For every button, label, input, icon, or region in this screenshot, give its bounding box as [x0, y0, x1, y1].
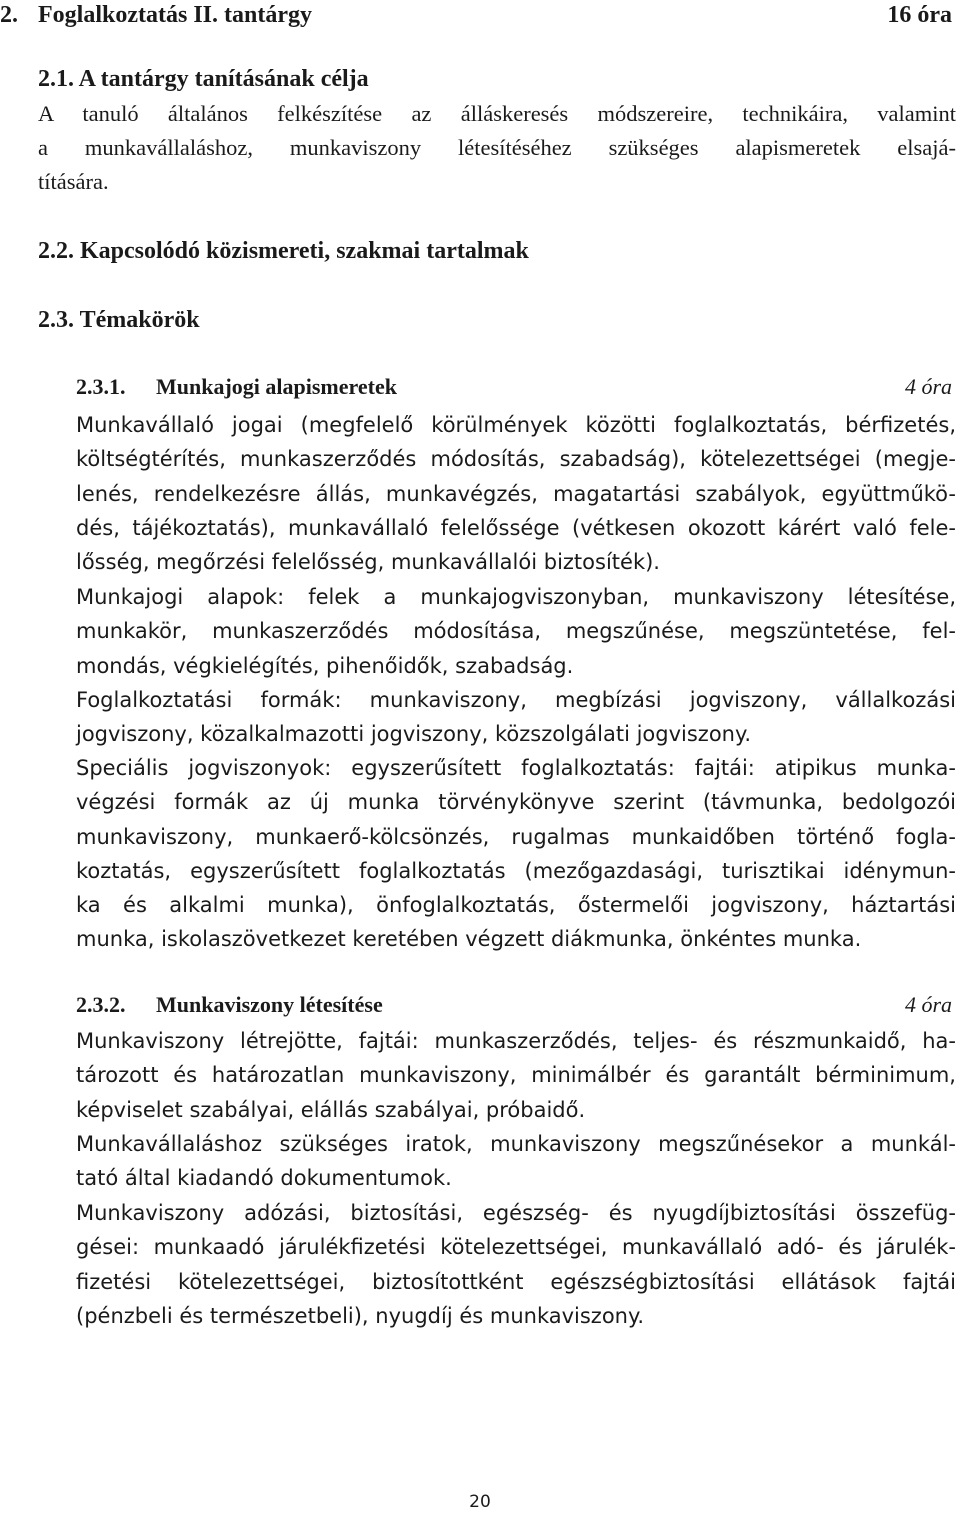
topic1-paragraph-3 [76, 683, 956, 752]
section-hours: 16 óra [887, 2, 952, 28]
text-line: ka és alkalmi munka), önfoglalkoztatás, őstermelői jogviszony, háztartási [76, 893, 956, 918]
text-line: költségtérítés, munkaszerződés módosítás, szabadság), kötelezettségei (megje- [76, 447, 956, 472]
text-line: dés, tájékoztatás), munkavállaló felelőssége (vétkesen okozott kárért való fele- [76, 515, 956, 540]
text-line: tározott és határozatlan munkaviszony, minimálbér és garantált bérminimum, [76, 1063, 956, 1088]
text-line: lősség, megőrzési felelősség, munkavállalói biztosíték). [76, 550, 660, 575]
goal-paragraph [38, 97, 956, 199]
topic2-paragraph-3 [76, 1196, 956, 1333]
text-line: (pénzbeli és természetbeli), nyugdíj és munkaviszony. [76, 1303, 645, 1328]
text-line: Munkavállaló jogai (megfelelő körülmények közötti foglalkoztatás, bérfizetés, [76, 413, 956, 437]
topic2-title: Munkaviszony létesítése [156, 992, 383, 1017]
text-line: munkaviszony, munkaerő-kölcsönzés, rugalmas munkaidőben történő fogla- [76, 824, 956, 849]
text-line: Foglalkoztatási formák: munkaviszony, megbízási jogviszony, vállalkozási [76, 688, 956, 712]
topic1-number: 2.3.1. [76, 374, 126, 399]
text-line: munka, iskolaszövetkezet keretében végzett diákmunka, önkéntes munka. [76, 927, 862, 952]
topic2-number: 2.3.2. [76, 992, 126, 1017]
related-heading: 2.2. Kapcsolódó közismereti, szakmai tartalmak [38, 238, 529, 264]
topic2-paragraph-1 [76, 1024, 956, 1127]
section-number: 2. [0, 2, 18, 28]
section-title: Foglalkoztatás II. tantárgy [38, 2, 312, 28]
text-line: koztatás, egyszerűsített foglalkoztatás (mezőgazdasági, turisztikai idénymun- [76, 858, 956, 883]
text-line: Speciális jogviszonyok: egyszerűsített foglalkoztatás: fajtái: atipikus munka- [76, 756, 956, 780]
text-line: képviselet szabályai, elállás szabályai, próbaidő. [76, 1097, 586, 1122]
topic1-paragraph-2 [76, 580, 956, 683]
goal-line: a munkavállaláshoz, munkaviszony létesítéséhez szükséges alapismeretek elsajá- [38, 135, 956, 160]
goal-line: títására. [38, 169, 109, 194]
text-line: végzési formák az új munka törvénykönyve szerint (távmunka, bedolgozói [76, 790, 956, 815]
text-line: mondás, végkielégítés, pihenőidők, szabadság. [76, 653, 574, 678]
text-line: munkakör, munkaszerződés módosítása, megszűnése, megszüntetése, fel- [76, 619, 956, 644]
goal-heading: 2.1. A tantárgy tanításának célja [38, 66, 369, 92]
text-line: fizetési kötelezettségei, biztosítottként egészségbiztosítási ellátások fajtái [76, 1269, 956, 1294]
topic1-paragraph-4 [76, 751, 956, 957]
goal-line: A tanuló általános felkészítése az álláskeresés módszereire, technikáira, valamint [38, 101, 956, 126]
text-line: lenés, rendelkezésre állás, munkavégzés, magatartási szabályok, együttműkö- [76, 481, 956, 506]
topic1-title: Munkajogi alapismeretek [156, 374, 397, 399]
text-line: Munkaviszony létrejötte, fajtái: munkaszerződés, teljes- és részmunkaidő, ha- [76, 1029, 956, 1053]
topic1-heading [76, 372, 956, 402]
page-number: 20 [469, 1492, 491, 1512]
text-line: Munkajogi alapok: felek a munkajogviszonyban, munkaviszony létesítése, [76, 585, 956, 609]
topic2-hours: 4 óra [904, 992, 952, 1017]
text-line: tató által kiadandó dokumentumok. [76, 1166, 452, 1191]
topic1-hours: 4 óra [904, 374, 952, 399]
text-line: Munkaviszony adózási, biztosítási, egészség- és nyugdíjbiztosítási összefüg- [76, 1201, 956, 1225]
topic2-paragraph-2 [76, 1127, 956, 1196]
topic1-paragraph-1 [76, 408, 956, 579]
text-line: Munkavállaláshoz szükséges iratok, munkaviszony megszűnésekor a munkál- [76, 1132, 956, 1156]
topics-heading: 2.3. Témakörök [38, 307, 200, 333]
text-line: jogviszony, közalkalmazotti jogviszony, közszolgálati jogviszony. [76, 722, 752, 747]
topic2-heading [76, 990, 956, 1020]
text-line: gései: munkaadó járulékfizetési kötelezettségei, munkavállaló adó- és járulék- [76, 1235, 956, 1260]
